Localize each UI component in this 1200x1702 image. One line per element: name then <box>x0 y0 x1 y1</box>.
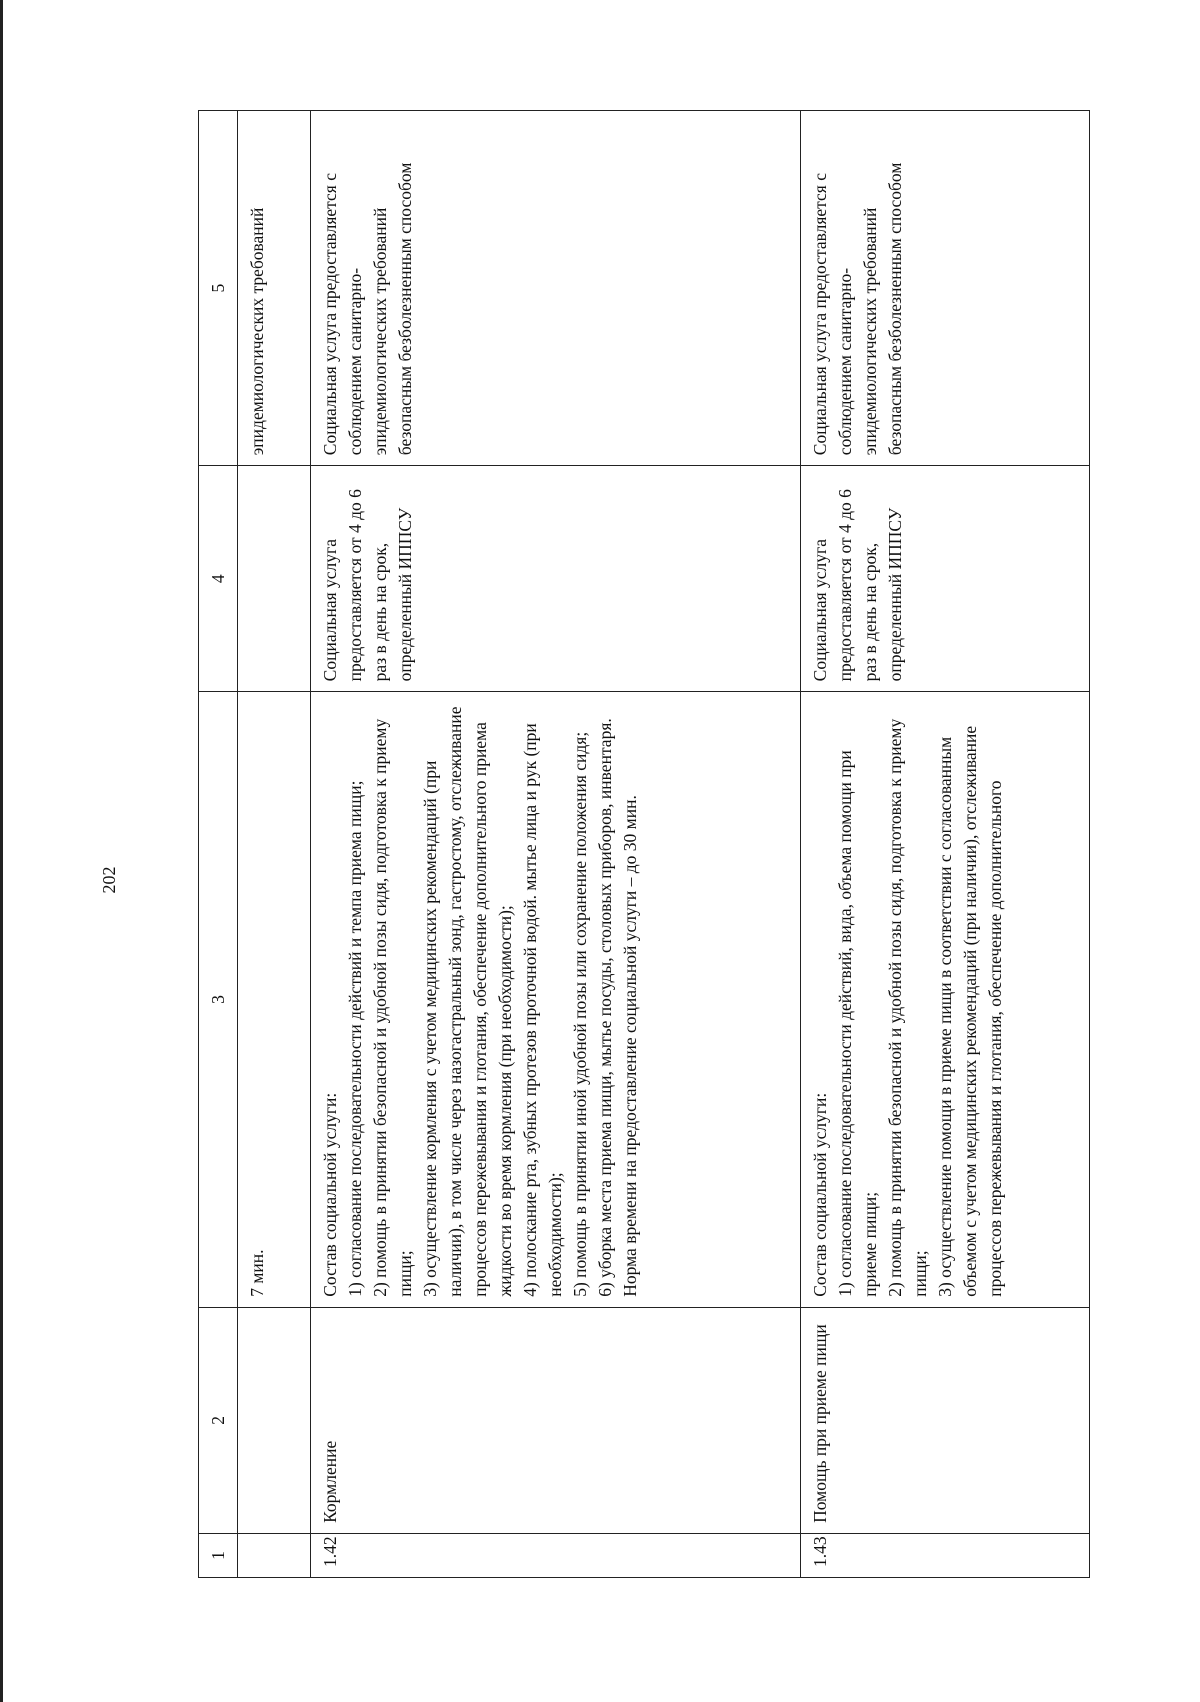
rotated-table-wrapper <box>198 110 1090 1578</box>
row-number: 1.43 <box>801 1533 1090 1577</box>
row-number: 1.42 <box>311 1533 801 1577</box>
content-line: Состав социальной услуги: <box>320 1092 340 1297</box>
service-content <box>801 692 1090 1307</box>
continuation-row <box>238 111 311 1578</box>
service-name: Кормление <box>311 1307 801 1533</box>
service-quality: Социальная услуга предоставляется с соблюдением санитарно-эпидемиологических требований безопасным безболезненным способом <box>801 111 1090 466</box>
service-content <box>311 692 801 1307</box>
service-name: Помощь при приеме пищи <box>801 1307 1090 1533</box>
service-period: Социальная услуга предоставляется от 4 до 6 раз в день на срок, определенный ИППСУ <box>311 466 801 692</box>
cont-cell-4 <box>238 466 311 692</box>
content-line: 2) помощь в принятии безопасной и удобной позы сидя, подготовка к приему пищи; <box>370 718 415 1297</box>
table-row <box>311 111 801 1578</box>
content-line: 1) согласование последовательности действий, вида, объема помощи при приеме пищи; <box>835 750 880 1297</box>
services-table <box>198 110 1090 1578</box>
header-col-5: 5 <box>199 111 238 466</box>
content-line: Состав социальной услуги: <box>810 1092 830 1297</box>
header-col-4: 4 <box>199 466 238 692</box>
content-line: 6) уборка места приема пищи, мытье посуды, столовых приборов, инвентаря. <box>595 718 615 1297</box>
cont-cell-2 <box>238 1307 311 1533</box>
content-line: 5) помощь в принятии иной удобной позы или сохранение положения сидя; <box>570 731 590 1297</box>
table-row <box>801 111 1090 1578</box>
cont-cell-3: 7 мин. <box>238 692 311 1307</box>
cont-cell-1 <box>238 1533 311 1577</box>
service-period: Социальная услуга предоставляется от 4 до 6 раз в день на срок, определенный ИППСУ <box>801 466 1090 692</box>
service-quality: Социальная услуга предоставляется с соблюдением санитарно-эпидемиологических требований безопасным безболезненным способом <box>311 111 801 466</box>
header-row <box>199 111 238 1578</box>
content-line: 4) полоскание рта, зубных протезов проточной водой. мытье лица и рук (при необходимости); <box>520 723 565 1297</box>
cont-cell-5: эпидемиологических требований <box>238 111 311 466</box>
header-col-1: 1 <box>199 1533 238 1577</box>
content-line: 3) осуществление кормления с учетом медицинских рекомендаций (при наличии), в том числе через назогастральный зонд, гастростому, отслеживание процессов пережевывания и глотания, обеспечение дополнительного приема жидкости во время кормления (при необходимости); <box>420 706 515 1297</box>
content-line: Норма времени на предоставление социальной услуги – до 30 мин. <box>620 795 640 1297</box>
content-line: 2) помощь в принятии безопасной и удобной позы сидя, подготовка к приему пищи; <box>885 718 930 1297</box>
header-col-3: 3 <box>199 692 238 1307</box>
content-line: 3) осуществление помощи в приеме пищи в соответствии с согласованным объемом с учетом медицинских рекомендаций (при наличии), отслеживание процессов пережевывания и глотания, обеспечение дополнительного <box>935 725 1005 1297</box>
header-col-2: 2 <box>199 1307 238 1533</box>
page-number: 202 <box>99 866 119 894</box>
content-line: 1) согласование последовательности действий и темпа приема пищи; <box>345 780 365 1297</box>
scan-edge <box>0 0 3 1702</box>
